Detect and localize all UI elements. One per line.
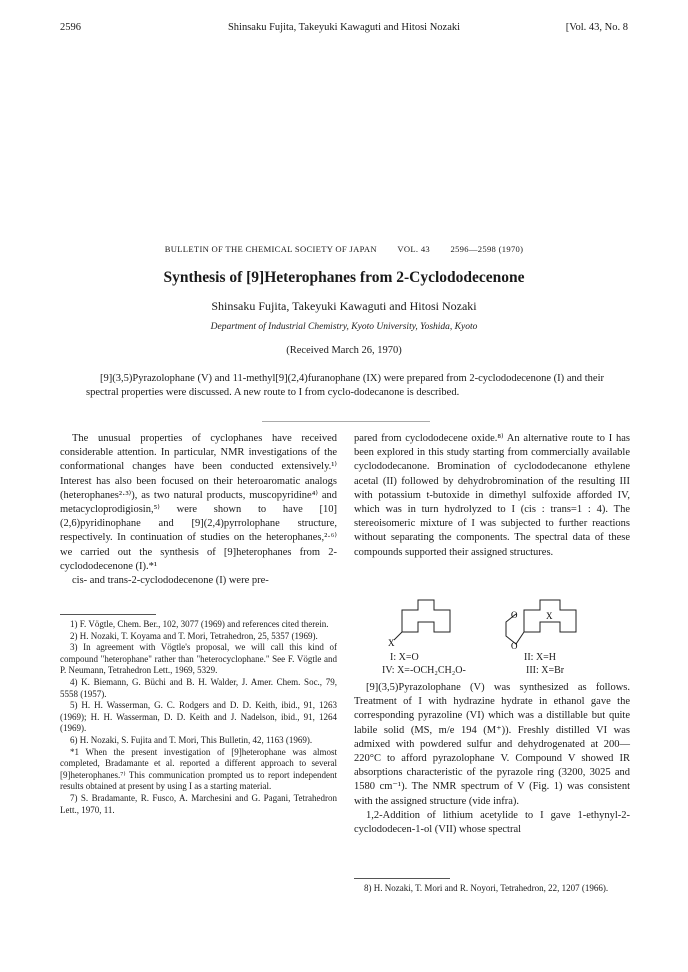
footnote: 3) In agreement with Vögtle's proposal, we will call this kind of compound "heterophane" rather than "heterocyclophane." See F. Vögtle and P. Neumann, Tetrahedron Lett., 1969, 5329. [60, 642, 337, 676]
article-affiliation: Department of Industrial Chemistry, Kyoto University, Yoshida, Kyoto [210, 322, 478, 332]
structure-atom-x: X [546, 611, 553, 621]
paragraph: 1,2-Addition of lithium acetylide to I gave 1-ethynyl-2-cyclododecen-1-ol (VII) whose spectral [354, 809, 630, 836]
paragraph: The unusual properties of cyclophanes have received considerable attention. In particular, NMR investigations of the conformational changes have been conducted extensively.¹⁾ Interest has also been focused on their heteroaromatic analogs (heterophanes²·³⁾), as two natural products, muscopyridine⁴⁾ and metacycloprodigiosin,⁵⁾ were shown to have [10](2,6)pyridinophane and [9](2,4)pyrrolophane structure, respectively. In continuation of studies on the heterophanes,²·⁶⁾ we carried out the synthesis of [9]heterophanes from 2-cyclododecenone (I).*¹ [60, 433, 337, 572]
footnote: 5) H. H. Wasserman, G. C. Rodgers and D. D. Keith, ibid., 91, 1263 (1969); H. H. Wasserman, D. D. Keith and J. Nadelson, ibid., 91, 1264 (1969). [60, 700, 337, 734]
footnote-rule [60, 614, 156, 615]
footnote: 8) H. Nozaki, T. Mori and R. Noyori, Tetrahedron, 22, 1207 (1966). [364, 883, 609, 893]
structure-atom-x: X [388, 638, 395, 648]
abstract: [9](3,5)Pyrazolophane (V) and 11-methyl[9](2,4)furanophane (IX) were prepared from 2-cyclododecenone (I) and their spectral properties were discussed. A new route to I from cyclo-dodecanone is described. [86, 373, 604, 398]
structure-label: I: X=O [390, 652, 419, 663]
left-column-body [60, 432, 337, 588]
paragraph: cis- and trans-2-cyclododecenone (I) were pre- [72, 575, 269, 587]
paragraph: pared from cyclododecene oxide.⁸⁾ An alternative route to I has been explored in this study starting from commercially available cyclododecanone. Bromination of cyclododecanone ethylene acetal (II) followed by dehydrobromination of the resulting III with potassium t-butoxide in dimethyl sulfoxide afforded IV, which was in turn hydrolyzed to I (cis : trans=1 : 4). The stereoisomeric mixture of I was subjected to further reactions without separating the components. The spectral data of these compounds supported their assigned structures. [354, 433, 630, 558]
journal-line [78, 244, 610, 254]
received-date: (Received March 26, 1970) [286, 345, 402, 356]
paragraph: [9](3,5)Pyrazolophane (V) was synthesized as follows. Treatment of I with hydrazine hydrate in ethanol gave the corresponding pyrazoline (VI) which was a distillable but quite labile solid (MS, m/e 194 (M⁺)). Freshly distilled VI was admixed with powdered sulfur and dehydrogenated at 200—220°C to afford pyrazolophane V. Compound V showed IR absorptions characteristic of the pyrazole ring (3200, 3025 and 1580 cm⁻¹). The NMR spectrum of V (Fig. 1) was consistent with the assigned structure (vide infra). [354, 682, 630, 807]
footnote: 7) S. Bradamante, R. Fusco, A. Marchesini and G. Pagani, Tetrahedron Lett., 1970, 11. [60, 792, 337, 815]
footnote: 6) H. Nozaki, S. Fujita and T. Mori, This Bulletin, 42, 1163 (1969). [70, 734, 313, 745]
section-divider [262, 421, 430, 422]
structure-atom-o: O [511, 641, 518, 650]
footnote: 4) K. Biemann, G. Büchi and B. H. Walder, J. Amer. Chem. Soc., 79, 5558 (1957). [60, 676, 337, 699]
cyclododecane-structure [394, 600, 450, 640]
right-column-bottom [354, 681, 630, 837]
footnotes-left [60, 619, 337, 816]
right-column-top [354, 432, 630, 560]
footnote: *1 When the present investigation of [9]heterophane was almost completed, Bradamante et al. reported a different approach to several [9]heterophanes.⁷⁾ This communication prompted us to report independent results obtained at present by using I as a starting material. [60, 746, 337, 792]
volume-info: [Vol. 43, No. 8 [565, 22, 628, 33]
journal-pages: 2596—2598 (1970) [450, 244, 524, 254]
article-authors: Shinsaku Fujita, Takeyuki Kawaguti and Hitosi Nozaki [211, 299, 477, 313]
structure-atom-o: O [511, 610, 518, 620]
footnote: 1) F. Vögtle, Chem. Ber., 102, 3077 (1969) and references cited therein. [70, 619, 329, 629]
structure-label: II: X=H [524, 652, 557, 663]
journal-volume: VOL. 43 [397, 244, 431, 254]
acetal-structure [506, 600, 576, 644]
page-number: 2596 [60, 22, 81, 33]
journal-name: BULLETIN OF THE CHEMICAL SOCIETY OF JAPAN [164, 244, 377, 254]
chemical-structures [382, 596, 612, 650]
footnote: 2) H. Nozaki, T. Koyama and T. Mori, Tetrahedron, 25, 5357 (1969). [70, 630, 318, 641]
structure-label: III: X=Br [526, 665, 565, 676]
footnotes-right [354, 883, 630, 895]
footnote-rule [354, 878, 450, 879]
running-title: Shinsaku Fujita, Takeyuki Kawaguti and Hitosi Nozaki [227, 22, 461, 33]
structure-label: IV: X=-OCH₂CH₂O- [382, 665, 466, 676]
article-title: Synthesis of [9]Heterophanes from 2-Cyclododecenone [163, 269, 525, 286]
